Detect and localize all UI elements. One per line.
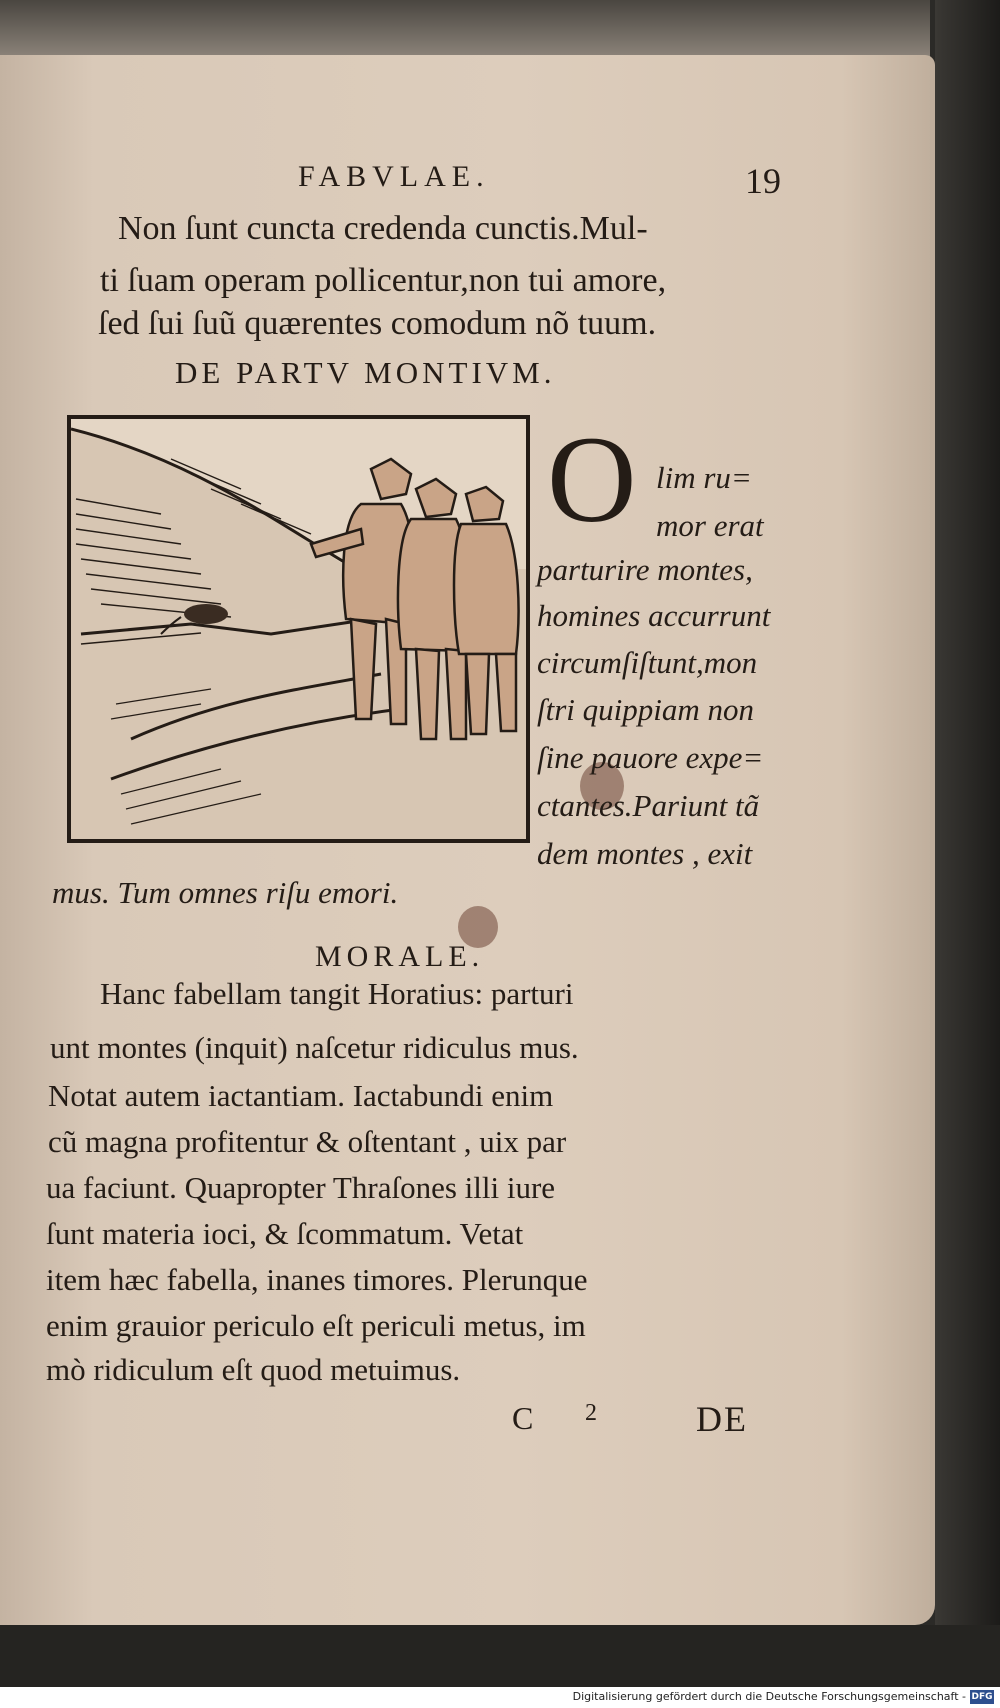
fable-line: lim ru= bbox=[656, 460, 752, 495]
woodcut-illustration bbox=[67, 415, 530, 843]
catchword: DE bbox=[696, 1399, 748, 1439]
fable-line: circumſiſtunt,mon bbox=[537, 645, 758, 680]
morale-line: Hanc fabellam tangit Horatius: parturi bbox=[100, 976, 574, 1011]
running-header: FABVLAE. bbox=[298, 160, 490, 193]
morale-line: unt montes (inquit) naſcetur ridiculus mus. bbox=[50, 1030, 579, 1065]
drop-cap: O bbox=[547, 411, 637, 548]
scan-background bbox=[0, 1625, 1000, 1687]
intro-line: ti ſuam operam pollicentur,non tui amore, bbox=[100, 262, 667, 299]
signature-number: 2 bbox=[585, 1400, 597, 1426]
morale-line: cũ magna profitentur & oſtentant , uix par bbox=[48, 1124, 567, 1159]
morale-line: Notat autem iactantiam. Iactabundi enim bbox=[48, 1078, 554, 1113]
fable-line: ſtri quippiam non bbox=[537, 692, 755, 727]
morale-line: ua faciunt. Quapropter Thraſones illi iure bbox=[46, 1170, 556, 1205]
fable-line: mus. Tum omnes riſu emori. bbox=[52, 875, 399, 910]
binding-shadow bbox=[935, 0, 1000, 1708]
fable-line: mor erat bbox=[656, 508, 764, 543]
fable-line: ſine pauore expe= bbox=[537, 740, 764, 775]
page-number: 19 bbox=[745, 161, 781, 201]
dfg-logo-icon: DFG bbox=[971, 1692, 993, 1702]
signature-mark: C bbox=[512, 1400, 534, 1436]
intro-line: Non ſunt cuncta credenda cunctis.Mul- bbox=[118, 210, 648, 247]
morale-line: enim grauior periculo eſt periculi metus, im bbox=[46, 1308, 586, 1343]
morale-line: item hæc fabella, inanes timores. Plerunque bbox=[46, 1262, 588, 1297]
morale-line: mò ridiculum eſt quod metuimus. bbox=[46, 1352, 461, 1387]
intro-line: ſed ſui ſuũ quærentes comodum nõ tuum. bbox=[98, 305, 657, 342]
morale-heading: MORALE. bbox=[315, 940, 485, 973]
fable-line: homines accurrunt bbox=[537, 598, 771, 633]
woodcut-mountain-scene bbox=[71, 419, 526, 839]
morale-line: ſunt materia ioci, & ſcommatum. Vetat bbox=[46, 1216, 524, 1251]
fable-title: DE PARTV MONTIVM. bbox=[175, 355, 556, 390]
fable-line: dem montes , exit bbox=[537, 836, 753, 871]
footer-credit: Digitalisierung gefördert durch die Deutsche Forschungsgemeinschaft - bbox=[572, 1690, 966, 1703]
fable-line: ctantes.Pariunt tã bbox=[537, 788, 760, 823]
fable-line: parturire montes, bbox=[537, 552, 753, 587]
footer-bar bbox=[0, 1687, 1000, 1708]
